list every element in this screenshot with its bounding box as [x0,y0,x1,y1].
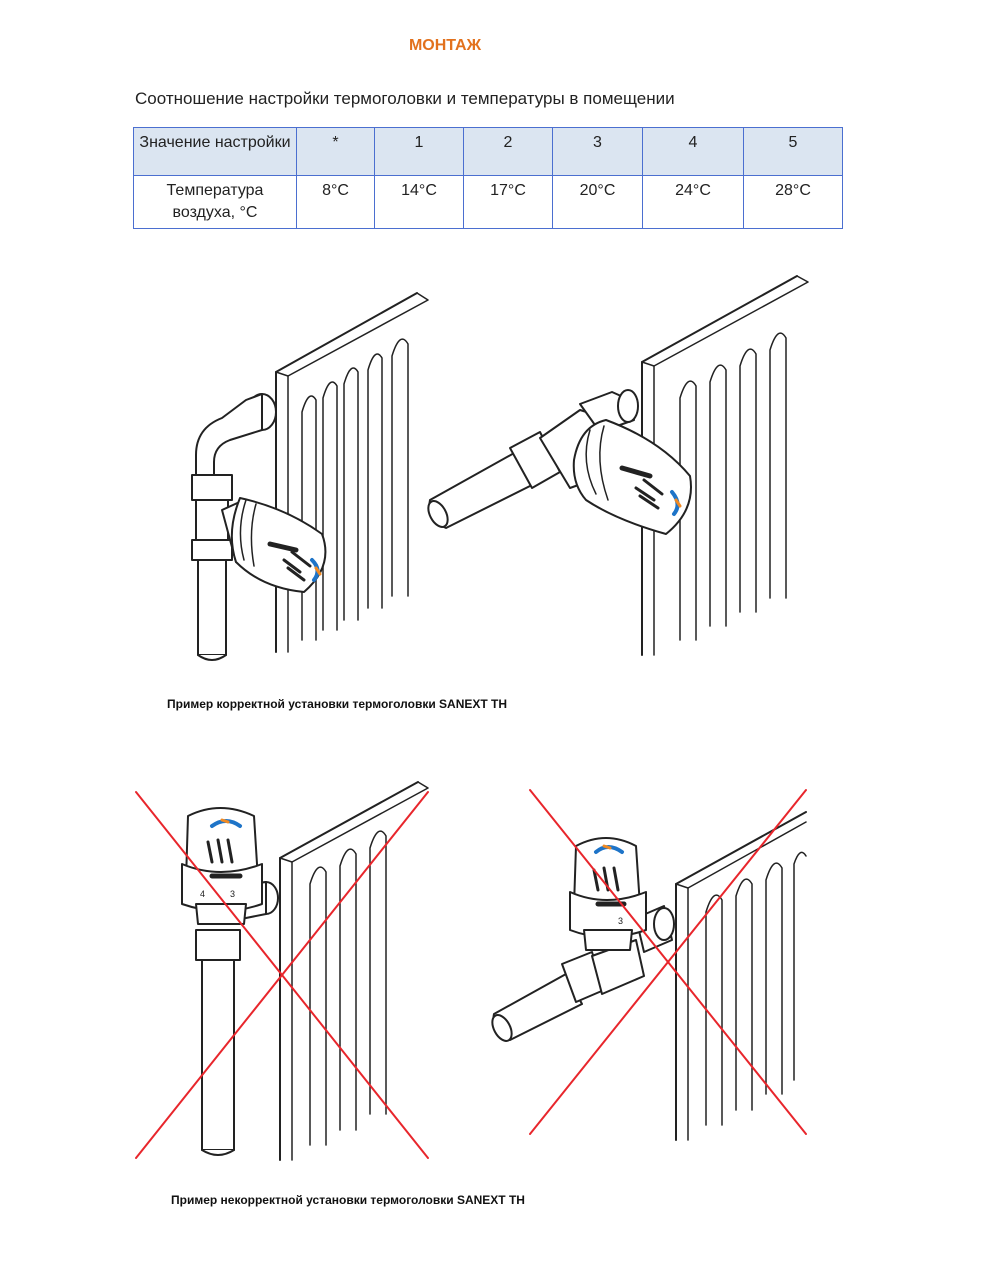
radiator-fins [310,831,386,1145]
table-cell: 5 [744,128,843,176]
radiator-fins [706,852,806,1125]
radiator-top-edge [642,276,797,362]
thermostatic-head [574,420,691,534]
row-header-temperature: Температура воздуха, °C [134,176,297,229]
illustration-correct-vertical [192,293,428,660]
table-cell: 8°C [297,176,375,229]
illustration-incorrect-vertical [136,782,428,1160]
radiator-top-edge [280,782,418,858]
row-header-setting: Значение настройки [134,128,297,176]
table-cell: * [297,128,375,176]
radiator-fins [302,339,408,640]
table-cell: 14°C [375,176,464,229]
table-cell: 2 [464,128,553,176]
table-title: Соотношение настройки термоголовки и температуры в помещении [135,89,675,108]
table-cell: 3 [553,128,643,176]
table-cell: 1 [375,128,464,176]
table-cell: 28°C [744,176,843,229]
caption-incorrect-installation: Пример некорректной установки термоголовки SANEXT TH [171,1193,525,1207]
radiator-top-edge [676,812,806,884]
table-cell: 17°C [464,176,553,229]
incorrect-cross [136,792,428,1158]
table-cell: 24°C [643,176,744,229]
radiator-top-edge [276,293,417,372]
section-heading: МОНТАЖ [408,37,482,54]
table-cell: 20°C [553,176,643,229]
illustration-incorrect-horizontal [488,790,806,1140]
illustration-correct-horizontal [424,276,808,655]
radiator-fins [680,333,786,640]
caption-correct-installation: Пример корректной установки термоголовки SANEXT TH [167,697,508,711]
dial-number: 4 [200,889,206,899]
dial-number: 3 [618,916,624,926]
dial-number: 3 [230,889,236,899]
table-cell: 4 [643,128,744,176]
thermostatic-head [222,498,325,592]
